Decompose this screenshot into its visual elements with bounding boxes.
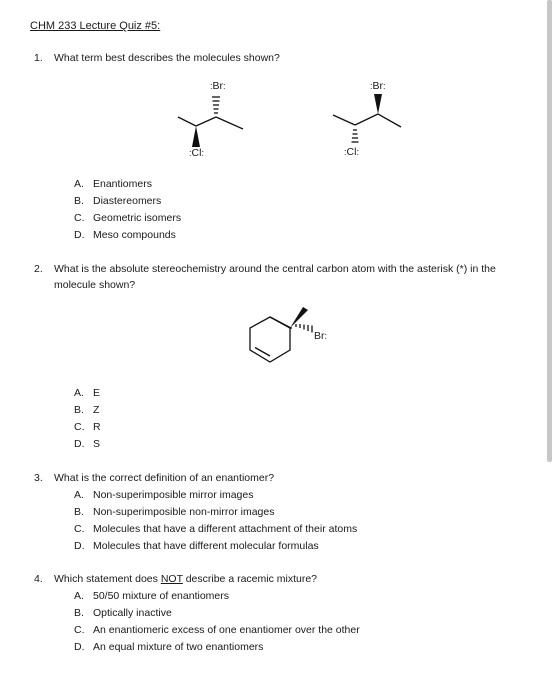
q3-option-d-text: Molecules that have different molecular formulas	[93, 540, 319, 552]
q1-option-d-text: Meso compounds	[93, 229, 176, 241]
q1-option-b-text: Diastereomers	[93, 195, 162, 207]
page-title: CHM 233 Lecture Quiz #5:	[30, 20, 161, 32]
q4-option-c-text: An enantiomeric excess of one enantiomer over the other	[93, 624, 360, 636]
q4-option-d-letter: D.	[74, 641, 85, 653]
q3-option-b-text: Non-superimposible non-mirror images	[93, 506, 275, 518]
scrollbar-thumb[interactable]	[547, 0, 552, 462]
q1-option-a-letter: A.	[74, 178, 84, 190]
q2-option-c-letter: C.	[74, 421, 85, 433]
molecule-1-br-label: :Br:	[210, 80, 226, 92]
q4-option-a-text: 50/50 mixture of enantiomers	[93, 590, 229, 602]
molecule-2-cl-label: :Cl:	[344, 146, 359, 158]
question-4-text-before: Which statement does	[54, 573, 161, 585]
q3-option-c-letter: C.	[74, 523, 85, 535]
q4-option-a-letter: A.	[74, 590, 84, 602]
q1-option-b-letter: B.	[74, 195, 84, 207]
question-4-text-emphasis: NOT	[160, 573, 183, 585]
question-3-text: What is the correct definition of an enantiomer?	[54, 472, 275, 484]
q2-option-d-text: S	[93, 438, 101, 450]
question-2-number: 2.	[34, 263, 43, 275]
q2-option-b-text: Z	[93, 404, 100, 416]
q2-option-d-letter: D.	[74, 438, 85, 450]
q4-option-b-letter: B.	[74, 607, 84, 619]
q2-option-c-text: R	[93, 421, 101, 433]
molecule-2-br-label: :Br:	[370, 80, 386, 92]
question-4-text-after: describe a racemic mixture?	[182, 573, 318, 585]
q4-option-b-text: Optically inactive	[93, 607, 172, 619]
q3-option-c-text: Molecules that have a different attachment of their atoms	[93, 523, 358, 535]
question-1-number: 1.	[34, 52, 43, 64]
q1-option-d-letter: D.	[74, 229, 85, 241]
q2-option-a-letter: A.	[74, 387, 84, 399]
q1-option-c-letter: C.	[74, 212, 85, 224]
q3-option-a-letter: A.	[74, 489, 84, 501]
q2-option-b-letter: B.	[74, 404, 84, 416]
molecule-1-cl-label: :Cl:	[189, 147, 204, 159]
q1-option-a-text: Enantiomers	[93, 178, 152, 190]
q4-option-c-letter: C.	[74, 624, 85, 636]
question-1-text: What term best describes the molecules shown?	[54, 52, 280, 64]
question-4-text	[54, 573, 317, 586]
question-4-number: 4.	[34, 573, 43, 585]
q3-option-b-letter: B.	[74, 506, 84, 518]
question-3-number: 3.	[34, 472, 43, 484]
question-2-text-line2: molecule shown?	[54, 279, 136, 291]
q4-option-d-text: An equal mixture of two enantiomers	[93, 641, 264, 653]
q1-option-c-text: Geometric isomers	[93, 212, 182, 224]
q3-option-d-letter: D.	[74, 540, 85, 552]
q2-option-a-text: E	[93, 387, 101, 399]
molecule-3-br-label: Br:	[314, 330, 328, 342]
q3-option-a-text: Non-superimposible mirror images	[93, 489, 254, 501]
question-2-text-line1: What is the absolute stereochemistry around the central carbon atom with the asterisk (*) in the	[54, 263, 496, 275]
